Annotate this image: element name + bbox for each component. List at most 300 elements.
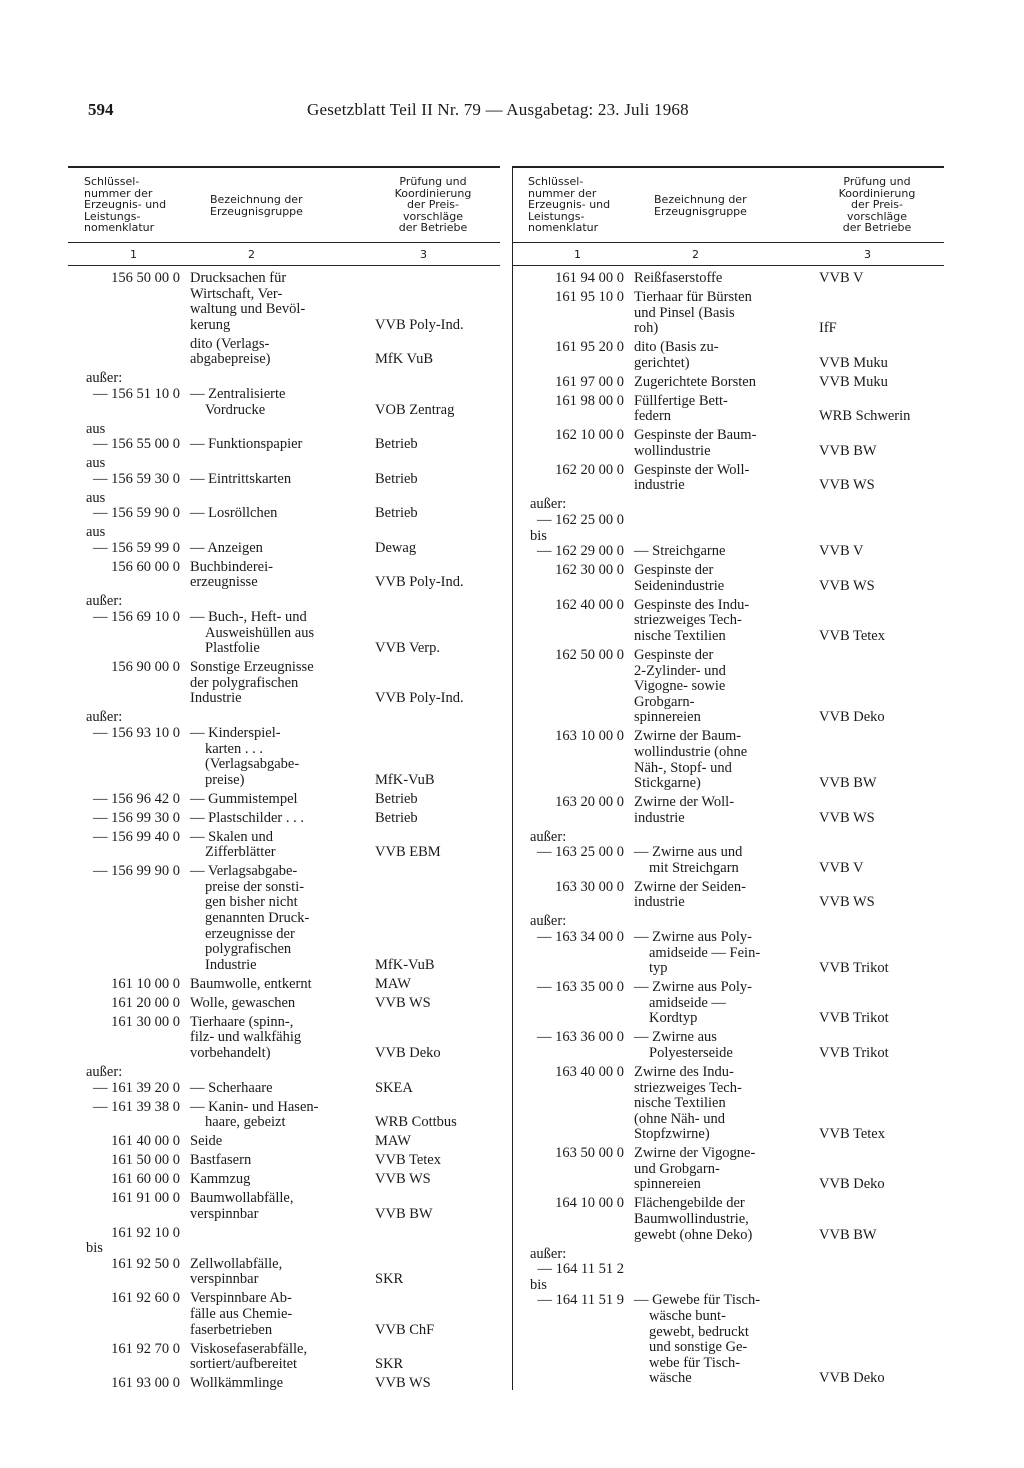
coordinating-body: VVB BW <box>819 442 877 459</box>
coordinating-body: VVB Tetex <box>819 627 885 644</box>
product-group-line <box>190 710 365 726</box>
product-group-line: Kordtyp <box>649 1010 698 1027</box>
coordination-cell <box>809 1146 944 1193</box>
table-row <box>68 1191 500 1226</box>
product-group-line: striezweiges Tech- <box>634 1079 742 1096</box>
key-number: — 164 11 51 9 <box>537 1292 624 1309</box>
product-group-line: verspinnbar <box>190 1271 259 1288</box>
key-number-cell <box>512 1146 634 1193</box>
product-group-line: Sonstige Erzeugnisse <box>190 659 314 676</box>
product-group-cell <box>190 1376 365 1392</box>
product-group-line: der polygrafischen <box>190 674 299 691</box>
table-row <box>512 271 944 290</box>
coordination-cell <box>809 463 944 494</box>
product-group-cell <box>634 271 809 287</box>
coordination-cell <box>809 830 944 877</box>
product-group-line: preise) <box>205 771 245 788</box>
product-group-line: striezweiges Tech- <box>634 612 742 629</box>
product-group-cell <box>634 1065 809 1143</box>
key-number: — 162 25 00 0 <box>537 512 624 529</box>
product-group-line: — Scherhaare <box>190 1079 273 1096</box>
product-group-cell <box>190 1226 365 1288</box>
product-group-line: Kammzug <box>190 1171 251 1188</box>
right-rows <box>512 266 944 1390</box>
key-number-cell <box>68 1291 190 1338</box>
table-row <box>512 394 944 429</box>
coordination-cell <box>365 864 500 973</box>
product-group-line <box>634 513 809 529</box>
product-group-line: gewebt (ohne Deko) <box>634 1226 753 1243</box>
product-group-line: — Anzeigen <box>190 539 263 556</box>
product-group-line: polygrafischen <box>205 941 292 958</box>
product-group-cell <box>634 290 809 337</box>
key-number: aus <box>86 489 106 506</box>
key-number: aus <box>86 420 106 437</box>
coordination-cell <box>809 394 944 425</box>
key-number: — 156 99 90 0 <box>93 863 180 880</box>
table-row <box>512 880 944 915</box>
table-row <box>68 560 500 595</box>
table-row <box>512 1247 944 1391</box>
product-group-line: Baumwolle, entkernt <box>190 975 312 992</box>
key-number-cell <box>68 1153 190 1169</box>
product-group-line: — Zentralisierte <box>190 385 286 402</box>
coordination-cell <box>365 1226 500 1288</box>
coordination-cell <box>809 290 944 337</box>
coordination-cell <box>365 1291 500 1338</box>
product-group-line: spinnereien <box>634 709 701 726</box>
product-group-line: — Kanin- und Hasen- <box>190 1098 319 1115</box>
key-number-cell <box>68 1226 190 1288</box>
product-group-cell <box>634 795 809 826</box>
product-group-line: industrie <box>634 477 685 494</box>
key-number-cell <box>68 977 190 993</box>
table-row <box>512 563 944 598</box>
coordinating-body: VVB WS <box>819 894 875 911</box>
product-group-cell <box>634 880 809 911</box>
key-number: — 161 39 38 0 <box>93 1098 180 1115</box>
coordination-cell <box>809 497 944 559</box>
product-group-line: industrie <box>634 809 685 826</box>
key-number: — 164 11 51 2 <box>537 1261 624 1278</box>
table-row <box>68 864 500 977</box>
product-group-line: (Verlagsabgabe- <box>205 756 300 773</box>
product-group-line: Wolle, gewaschen <box>190 994 296 1011</box>
key-number: — 156 96 42 0 <box>93 790 180 807</box>
key-number: 161 92 50 0 <box>111 1255 180 1272</box>
left-rows <box>68 266 500 1395</box>
key-number: 161 97 00 0 <box>555 373 624 390</box>
product-group-line: nische Textilien <box>634 627 726 644</box>
coordinating-body: WRB Cottbus <box>375 1114 457 1131</box>
header-key-number: Schlüssel- nummer der Erzeugnis- und Leistungs- nomenklatur <box>84 175 167 234</box>
product-group-cell <box>634 598 809 645</box>
product-group-line: Näh-, Stopf- und <box>634 759 732 776</box>
product-group-cell <box>190 525 365 556</box>
coordination-cell <box>809 914 944 976</box>
key-number: 161 92 70 0 <box>111 1340 180 1357</box>
coordination-cell <box>365 1100 500 1131</box>
product-group-line: erzeugnisse der <box>205 925 295 942</box>
table-row <box>512 729 944 795</box>
coordinating-body: VVB Deko <box>819 709 885 726</box>
product-group-line: erzeugnisse <box>190 574 258 591</box>
key-number-cell <box>68 1065 190 1096</box>
product-group-line: Wollkämmlinge <box>190 1375 284 1392</box>
product-group-line: Industrie <box>205 956 257 973</box>
table-row <box>68 1376 500 1395</box>
coordinating-body: VOB Zentrag <box>375 401 455 418</box>
column-number-2: 2 <box>248 248 255 261</box>
product-group-line: Wirtschaft, Ver- <box>190 285 283 302</box>
coordinating-body: Betrieb <box>375 470 418 487</box>
table-row <box>68 660 500 710</box>
coordinating-body: VVB Trikot <box>819 1010 889 1027</box>
product-group-cell <box>634 375 809 391</box>
coordinating-body: VVB Tetex <box>375 1152 441 1169</box>
product-group-line: Vigogne- sowie <box>634 678 726 695</box>
key-number-cell <box>68 1191 190 1222</box>
product-group-line: und sonstige Ge- <box>649 1339 748 1356</box>
product-group-line: Bastfasern <box>190 1152 252 1169</box>
coordination-cell <box>365 525 500 556</box>
product-group-cell <box>190 864 365 973</box>
product-group-cell <box>634 563 809 594</box>
key-number: 156 90 00 0 <box>111 659 180 676</box>
coordination-cell <box>809 271 944 287</box>
key-number: 162 50 00 0 <box>555 646 624 663</box>
coordination-cell <box>365 1376 500 1392</box>
key-number-cell <box>68 456 190 487</box>
product-group-cell <box>634 914 809 976</box>
key-number-cell <box>68 996 190 1012</box>
product-group-cell <box>634 830 809 877</box>
key-number: bis <box>530 527 547 544</box>
coordination-cell <box>809 428 944 459</box>
product-group-line: nische Textilien <box>634 1095 726 1112</box>
table-row <box>512 830 944 880</box>
coordinating-body: VVB Verp. <box>375 640 440 657</box>
product-group-line: Buchbinderei- <box>190 558 273 575</box>
coordination-cell <box>365 456 500 487</box>
product-group-line <box>634 1262 809 1278</box>
product-group-line: — Gummistempel <box>190 790 298 807</box>
key-number: 162 20 00 0 <box>555 461 624 478</box>
header-product-group: Bezeichnung der Erzeugnisgruppe <box>210 193 303 218</box>
product-group-line: amidseide — <box>649 994 726 1011</box>
product-group-cell <box>190 1100 365 1131</box>
product-group-cell <box>634 1146 809 1193</box>
product-group-line: Gespinste des Indu- <box>634 596 750 613</box>
product-group-line: roh) <box>634 320 659 337</box>
coordinating-body: VVB Muku <box>819 354 888 371</box>
product-group-line <box>190 422 365 438</box>
key-number: 161 20 00 0 <box>111 994 180 1011</box>
product-group-line: Flächengebilde der <box>634 1195 745 1212</box>
coordination-cell <box>365 271 500 333</box>
key-number: außer: <box>530 828 567 845</box>
coordination-cell <box>365 1065 500 1096</box>
coordinating-body: MfK-VuB <box>375 771 435 788</box>
coordinating-body: VVB EBM <box>375 844 441 861</box>
coordinating-body: WRB Schwerin <box>819 408 911 425</box>
coordinating-body: VVB Muku <box>819 373 888 390</box>
header-key-number: Schlüssel- nummer der Erzeugnis- und Leistungs- nomenklatur <box>528 175 611 234</box>
coordinating-body: VVB Tetex <box>819 1126 885 1143</box>
product-group-line <box>190 456 365 472</box>
table-row <box>68 594 500 660</box>
product-group-line: haare, gebeizt <box>205 1114 286 1131</box>
key-number: 161 40 00 0 <box>111 1133 180 1150</box>
product-group-cell <box>190 1134 365 1150</box>
table-row <box>512 497 944 563</box>
product-group-line: federn <box>634 408 672 425</box>
table-row <box>68 996 500 1015</box>
key-number: 161 60 00 0 <box>111 1171 180 1188</box>
key-number: 161 98 00 0 <box>555 392 624 409</box>
key-number-cell <box>512 729 634 791</box>
key-number: 163 50 00 0 <box>555 1145 624 1162</box>
key-number: außer: <box>86 709 123 726</box>
product-group-cell <box>634 648 809 726</box>
table-row <box>68 1172 500 1191</box>
key-number: außer: <box>86 370 123 387</box>
product-group-line: — Verlagsabgabe- <box>190 863 298 880</box>
product-group-line: Tierhaar für Bürsten <box>634 288 752 305</box>
product-group-cell <box>634 1030 809 1061</box>
key-number-cell <box>512 428 634 459</box>
table-row <box>68 792 500 811</box>
product-group-cell <box>634 1247 809 1387</box>
product-group-line <box>634 830 809 846</box>
table-row <box>512 290 944 340</box>
key-number-cell <box>512 497 634 559</box>
key-number: — 156 69 10 0 <box>93 609 180 625</box>
key-number: — 163 25 00 0 <box>537 844 624 861</box>
key-number: 163 30 00 0 <box>555 878 624 895</box>
table-row <box>68 1226 500 1292</box>
coordinating-body: Betrieb <box>375 505 418 522</box>
coordinating-body: VVB WS <box>819 477 875 494</box>
table-row <box>512 375 944 394</box>
coordination-cell <box>365 977 500 993</box>
product-group-line: wäsche bunt- <box>649 1308 726 1325</box>
product-group-line: industrie <box>634 894 685 911</box>
coordination-cell <box>809 648 944 726</box>
coordinating-body: VVB BW <box>375 1205 433 1222</box>
product-group-line <box>190 525 365 541</box>
key-number: — 156 99 30 0 <box>93 809 180 826</box>
left-column-table <box>68 166 500 1395</box>
product-group-cell <box>634 729 809 791</box>
product-group-line: Industrie <box>190 690 242 707</box>
key-number-cell <box>68 1376 190 1392</box>
key-number-cell <box>512 1247 634 1387</box>
product-group-line: Plastfolie <box>205 640 260 657</box>
product-group-line <box>634 529 809 545</box>
key-number: bis <box>86 1240 103 1257</box>
coordinating-body: VVB Deko <box>819 1176 885 1193</box>
product-group-cell <box>190 660 365 707</box>
key-number-cell <box>68 811 190 827</box>
product-group-line: karten . . . <box>205 740 263 757</box>
table-row <box>512 463 944 498</box>
key-number-cell <box>512 271 634 287</box>
table-row <box>512 340 944 375</box>
coordinating-body: VVB Poly-Ind. <box>375 316 464 333</box>
coordinating-body: VVB BW <box>819 1226 877 1243</box>
coordinating-body: VVB Poly-Ind. <box>375 574 464 591</box>
table-row <box>68 977 500 996</box>
product-group-cell <box>190 371 365 418</box>
product-group-line: Zwirne der Woll- <box>634 794 735 811</box>
key-number: 162 10 00 0 <box>555 427 624 444</box>
coordination-cell <box>365 660 500 707</box>
product-group-line: — Zwirne aus <box>634 1029 717 1046</box>
key-number-cell <box>68 710 190 788</box>
coordinating-body: SKR <box>375 1271 404 1288</box>
product-group-line: Baumwollabfälle, <box>190 1190 294 1207</box>
product-group-line: Gespinste der <box>634 562 714 579</box>
key-number: — 163 36 00 0 <box>537 1029 624 1046</box>
coordination-cell <box>365 422 500 453</box>
product-group-line: Seide <box>190 1133 223 1150</box>
product-group-line: Grobgarn- <box>634 693 695 710</box>
product-group-cell <box>634 497 809 559</box>
coordinating-body: Betrieb <box>375 790 418 807</box>
header-product-group: Bezeichnung der Erzeugnisgruppe <box>654 193 747 218</box>
product-group-line <box>190 594 365 610</box>
coordination-cell <box>365 710 500 788</box>
product-group-line: Viskosefaserabfälle, <box>190 1340 308 1357</box>
coordination-cell <box>365 1153 500 1169</box>
key-number: 161 95 10 0 <box>555 288 624 305</box>
product-group-line: — Buch-, Heft- und <box>190 609 307 625</box>
page-header <box>88 100 948 130</box>
product-group-line: — Kinderspiel- <box>190 724 281 741</box>
product-group-line <box>190 1065 365 1081</box>
product-group-line: wollindustrie (ohne <box>634 743 748 760</box>
coordination-cell <box>809 880 944 911</box>
key-number-cell <box>68 792 190 808</box>
product-group-cell <box>634 980 809 1027</box>
product-group-cell <box>634 463 809 494</box>
product-group-cell <box>190 1153 365 1169</box>
product-group-line: — Losröllchen <box>190 505 278 522</box>
product-group-line: Vordrucke <box>205 401 266 418</box>
product-group-cell <box>190 1291 365 1338</box>
key-number-cell <box>68 525 190 556</box>
coordination-cell <box>365 337 500 368</box>
product-group-line: waltung und Bevöl- <box>190 301 306 318</box>
header-coordination: Prüfung und Koordinierung der Preis- vorschläge der Betriebe <box>394 175 472 234</box>
table-row <box>68 271 500 337</box>
table-row <box>68 1134 500 1153</box>
key-number-cell <box>512 880 634 911</box>
table-row <box>512 428 944 463</box>
key-number-cell <box>512 795 634 826</box>
key-number-cell <box>512 290 634 337</box>
page-number: 594 <box>88 100 114 119</box>
key-number: 161 30 00 0 <box>111 1013 180 1030</box>
coordination-cell <box>365 1342 500 1373</box>
product-group-cell <box>190 830 365 861</box>
product-group-cell <box>190 1065 365 1096</box>
key-number: 161 94 00 0 <box>555 270 624 286</box>
product-group-cell <box>190 1172 365 1188</box>
coordination-cell <box>365 1015 500 1062</box>
coordinating-body: VVB Deko <box>375 1044 441 1061</box>
coordination-cell <box>809 563 944 594</box>
key-number: 163 20 00 0 <box>555 794 624 811</box>
key-number: 163 10 00 0 <box>555 728 624 745</box>
product-group-line: Gespinste der <box>634 646 714 663</box>
coordinating-body: VVB Trikot <box>819 1044 889 1061</box>
product-group-cell <box>190 1342 365 1373</box>
product-group-cell <box>634 340 809 371</box>
coordinating-body: MAW <box>375 1133 411 1150</box>
product-group-cell <box>190 594 365 656</box>
coordinating-body: Betrieb <box>375 809 418 826</box>
product-group-line: Baumwollindustrie, <box>634 1211 749 1228</box>
key-number-cell <box>68 864 190 973</box>
key-number: außer: <box>530 913 567 930</box>
key-number-cell <box>512 980 634 1027</box>
key-number-cell <box>68 371 190 418</box>
coordinating-body: MfK-VuB <box>375 956 435 973</box>
coordination-cell <box>365 996 500 1012</box>
product-group-line <box>190 491 365 507</box>
product-group-cell <box>190 560 365 591</box>
coordinating-body: VVB WS <box>375 1171 431 1188</box>
product-group-line: — Zwirne aus Poly- <box>634 979 752 996</box>
table-header <box>512 166 944 243</box>
key-number: 161 93 00 0 <box>111 1375 180 1392</box>
key-number-cell <box>512 563 634 594</box>
product-group-line: Zifferblätter <box>205 844 276 861</box>
coordinating-body: SKR <box>375 1356 404 1373</box>
product-group-line: filz- und walkfähig <box>190 1029 302 1046</box>
coordination-cell <box>809 340 944 371</box>
coordination-cell <box>365 1172 500 1188</box>
key-number: 161 95 20 0 <box>555 339 624 356</box>
key-number-cell <box>512 598 634 645</box>
key-number-cell <box>68 830 190 861</box>
product-group-line: dito (Verlags- <box>190 335 270 352</box>
product-group-line <box>190 371 365 387</box>
product-group-line: sortiert/aufbereitet <box>190 1356 298 1373</box>
product-group-line: — Zwirne aus Poly- <box>634 929 752 946</box>
key-number-cell <box>68 660 190 707</box>
table-row <box>68 371 500 421</box>
key-number: — 156 59 30 0 <box>93 470 180 487</box>
table-row <box>68 1291 500 1341</box>
coordinating-body: VVB V <box>819 270 864 286</box>
product-group-line: Stickgarne) <box>634 775 701 792</box>
table-row <box>68 1100 500 1135</box>
product-group-line: dito (Basis zu- <box>634 339 719 356</box>
key-number-cell <box>68 271 190 333</box>
key-number-cell <box>68 422 190 453</box>
product-group-line: gerichtet) <box>634 354 690 371</box>
table-row <box>68 337 500 372</box>
product-group-line <box>190 1226 365 1242</box>
column-number-1: 1 <box>574 248 581 261</box>
column-numbers <box>68 243 500 266</box>
key-number-cell <box>512 340 634 371</box>
coordination-cell <box>809 1247 944 1387</box>
product-group-cell <box>190 337 365 368</box>
